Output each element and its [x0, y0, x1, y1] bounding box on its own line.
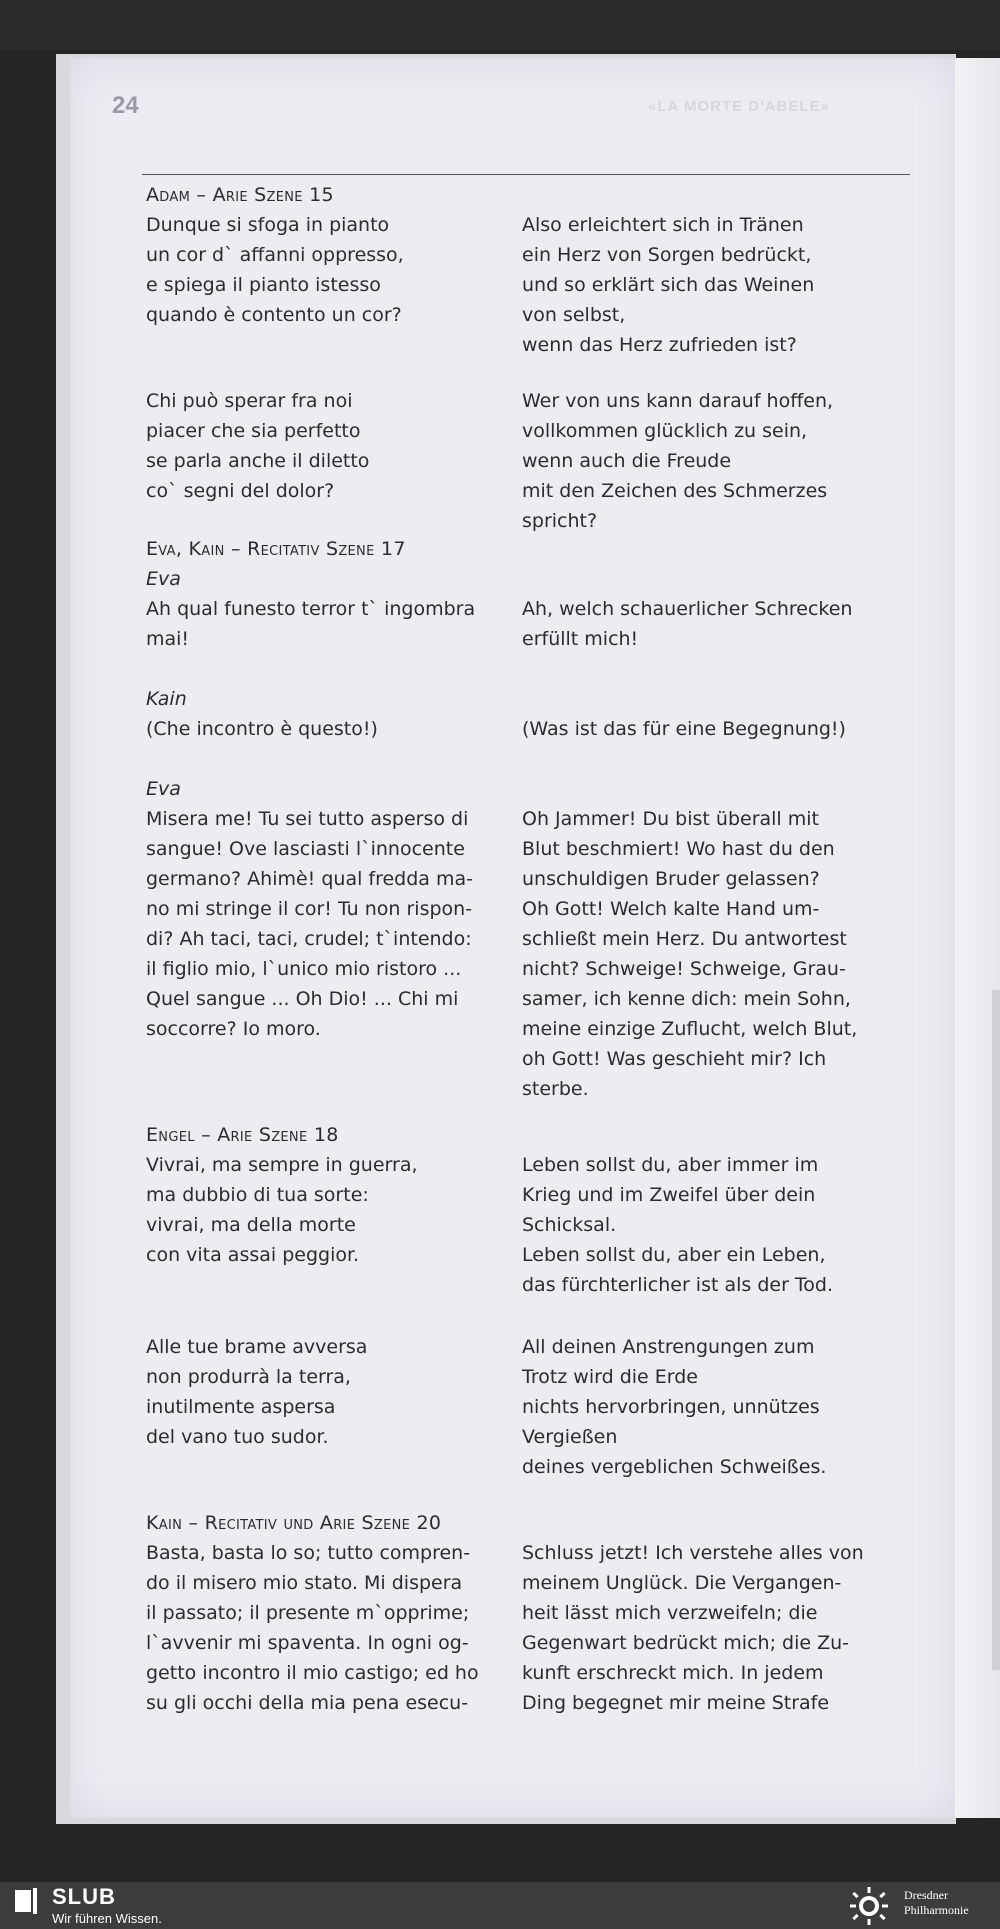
german-line: oh Gott! Was geschieht mir? Ich: [522, 1048, 827, 1070]
italian-line: sangue! Ove lasciasti l`innocente: [146, 838, 465, 860]
german-line: sterbe.: [522, 1078, 589, 1100]
german-line: schließt mein Herz. Du antwortest: [522, 928, 847, 950]
section-heading: Adam – Arie Szene 15: [146, 184, 334, 206]
italian-line: vivrai, ma della morte: [146, 1214, 356, 1236]
german-line: das fürchterlicher ist als der Tod.: [522, 1274, 834, 1296]
german-line: meinem Unglück. Die Vergangen-: [522, 1572, 842, 1594]
italian-line: do il misero mio stato. Mi dispera: [146, 1572, 463, 1594]
slub-tagline: Wir führen Wissen.: [52, 1911, 162, 1926]
italian-line: no mi stringe il cor! Tu non rispon-: [146, 898, 473, 920]
header-rule: [142, 174, 910, 175]
german-line: Schicksal.: [522, 1214, 617, 1236]
german-line: Leben sollst du, aber ein Leben,: [522, 1244, 826, 1266]
italian-line: e spiega il pianto istesso: [146, 274, 381, 296]
section-eva-right: [522, 804, 902, 1104]
section-heading: Eva, Kain – Recitativ Szene 17: [146, 538, 406, 560]
section-adam-aria-right: [522, 210, 902, 360]
italian-line: del vano tuo sudor.: [146, 1426, 329, 1448]
german-line: Wer von uns kann darauf hoffen,: [522, 390, 834, 412]
german-line: kunft erschreckt mich. In jedem: [522, 1662, 824, 1684]
document-page: [70, 58, 955, 1818]
philharmonie-logo-icon: [843, 1886, 895, 1926]
philharmonie-logo-text[interactable]: [904, 1888, 969, 1918]
german-line: Blut beschmiert! Wo hast du den: [522, 838, 835, 860]
italian-line: Misera me! Tu sei tutto asperso di: [146, 808, 469, 830]
next-page-edge-strip: [992, 990, 1000, 1670]
section-heading: Kain – Recitativ und Arie Szene 20: [146, 1512, 442, 1534]
running-header: «LA MORTE D'ABELE»: [648, 98, 830, 115]
italian-line: su gli occhi della mia pena esecu-: [146, 1692, 469, 1714]
german-line: unschuldigen Bruder gelassen?: [522, 868, 820, 890]
italian-line: con vita assai peggior.: [146, 1244, 360, 1266]
german-line: mit den Zeichen des Schmerzes: [522, 480, 828, 502]
section-eva-kain-right: [522, 594, 902, 654]
german-line: All deinen Anstrengungen zum: [522, 1336, 815, 1358]
partner-line-2: Philharmonie: [904, 1903, 969, 1917]
german-line: vollkommen glücklich zu sein,: [522, 420, 808, 442]
italian-line: Alle tue brame avversa: [146, 1336, 368, 1358]
german-line: erfüllt mich!: [522, 628, 639, 650]
section-engel-left: [146, 1120, 476, 1270]
italian-line: inutilmente aspersa: [146, 1396, 336, 1418]
german-line: nicht? Schweige! Schweige, Grau-: [522, 958, 846, 980]
german-line: von selbst,: [522, 304, 626, 326]
italian-line: il passato; il presente m`opprime;: [146, 1602, 470, 1624]
german-line: Ding begegnet mir meine Strafe: [522, 1692, 830, 1714]
section-engel-right: [522, 1150, 902, 1300]
section-adam-aria-2-right: [522, 386, 902, 536]
section-kain-aria-right: [522, 1538, 902, 1718]
role-name: Eva: [146, 568, 181, 590]
italian-line: mai!: [146, 628, 190, 650]
italian-line: Ah qual funesto terror t` ingombra: [146, 598, 476, 620]
german-line: Krieg und im Zweifel über dein: [522, 1184, 816, 1206]
italian-line: non produrrà la terra,: [146, 1366, 351, 1388]
section-kain-right: [522, 714, 902, 744]
german-line: ein Herz von Sorgen bedrückt,: [522, 244, 812, 266]
slub-book-icon: [14, 1888, 38, 1914]
italian-line: germano? Ahimè! qual fredda ma-: [146, 868, 473, 890]
section-engel-2-left: [146, 1332, 476, 1452]
slub-logo-text[interactable]: SLUB: [52, 1884, 116, 1909]
italian-line: di? Ah taci, taci, crudel; t`intendo:: [146, 928, 472, 950]
role-name: Kain: [146, 688, 187, 710]
italian-line: getto incontro il mio castigo; ed ho: [146, 1662, 479, 1684]
section-eva-left: [146, 774, 476, 1044]
german-line: meine einzige Zuflucht, welch Blut,: [522, 1018, 858, 1040]
german-line: spricht?: [522, 510, 598, 532]
section-adam-aria-left: [146, 180, 476, 330]
viewer-footer: [0, 1882, 1000, 1929]
german-line: nichts hervorbringen, unnützes: [522, 1396, 820, 1418]
german-line: wenn das Herz zufrieden ist?: [522, 334, 797, 356]
italian-line: piacer che sia perfetto: [146, 420, 361, 442]
section-kain-left: [146, 684, 476, 744]
german-line: Gegenwart bedrückt mich; die Zu-: [522, 1632, 849, 1654]
section-engel-2-right: [522, 1332, 902, 1482]
german-line: Also erleichtert sich in Tränen: [522, 214, 804, 236]
german-line: (Was ist das für eine Begegnung!): [522, 718, 846, 740]
section-adam-aria-2-left: [146, 386, 476, 506]
german-line: und so erklärt sich das Weinen: [522, 274, 815, 296]
role-name: Eva: [146, 778, 181, 800]
italian-line: il figlio mio, l`unico mio ristoro ...: [146, 958, 462, 980]
section-kain-aria-left: [146, 1508, 479, 1718]
italian-line: soccorre? Io moro.: [146, 1018, 321, 1040]
italian-line: Quel sangue ... Oh Dio! ... Chi mi: [146, 988, 459, 1010]
italian-line: se parla anche il diletto: [146, 450, 370, 472]
german-line: Trotz wird die Erde: [522, 1366, 698, 1388]
page-number: 24: [112, 92, 139, 119]
italian-line: co` segni del dolor?: [146, 480, 335, 502]
italian-line: Chi può sperar fra noi: [146, 390, 353, 412]
german-line: samer, ich kenne dich: mein Sohn,: [522, 988, 851, 1010]
italian-line: l`avvenir mi spaventa. In ogni og-: [146, 1632, 469, 1654]
italian-line: (Che incontro è questo!): [146, 718, 378, 740]
section-eva-kain-left: [146, 534, 476, 654]
section-heading: Engel – Arie Szene 18: [146, 1124, 339, 1146]
italian-line: ma dubbio di tua sorte:: [146, 1184, 369, 1206]
german-line: wenn auch die Freude: [522, 450, 732, 472]
german-line: deines vergeblichen Schweißes.: [522, 1456, 827, 1478]
german-line: Schluss jetzt! Ich verstehe alles von: [522, 1542, 864, 1564]
partner-line-1: Dresdner: [904, 1888, 948, 1902]
italian-line: quando è contento un cor?: [146, 304, 402, 326]
italian-line: un cor d` affanni oppresso,: [146, 244, 404, 266]
german-line: Vergießen: [522, 1426, 618, 1448]
german-line: Ah, welch schauerlicher Schrecken: [522, 598, 853, 620]
scan-background-top: [0, 0, 1000, 50]
german-line: Oh Jammer! Du bist überall mit: [522, 808, 819, 830]
german-line: Leben sollst du, aber immer im: [522, 1154, 819, 1176]
italian-line: Basta, basta lo so; tutto compren-: [146, 1542, 471, 1564]
german-line: Oh Gott! Welch kalte Hand um-: [522, 898, 820, 920]
italian-line: Vivrai, ma sempre in guerra,: [146, 1154, 418, 1176]
italian-line: Dunque si sfoga in pianto: [146, 214, 390, 236]
german-line: heit lässt mich verzweifeln; die: [522, 1602, 818, 1624]
